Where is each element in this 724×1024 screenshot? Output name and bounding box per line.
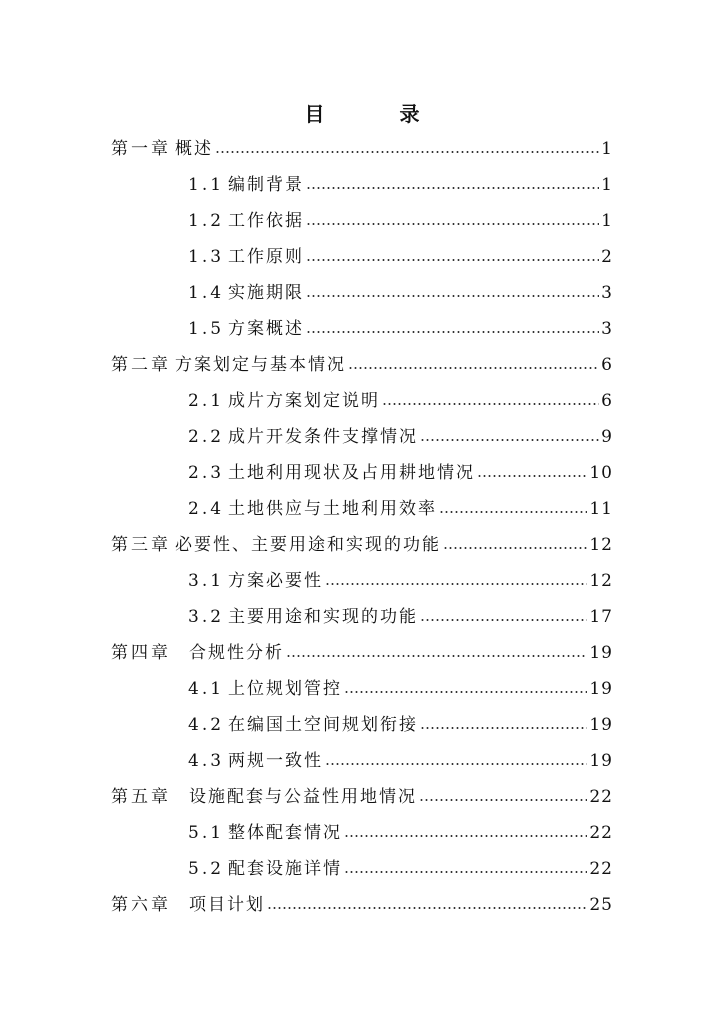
dot-leader	[443, 547, 587, 549]
toc-number: 4.2	[188, 715, 225, 735]
toc-page-number: 2	[601, 247, 613, 267]
toc-label: 编制背景	[228, 175, 304, 195]
toc-page-number: 25	[589, 895, 613, 915]
toc-label: 必要性、主要用途和实现的功能	[175, 535, 441, 555]
toc-page-number: 3	[601, 319, 613, 339]
toc-number: 1.2	[188, 211, 225, 231]
toc-section-2-1[interactable]	[0, 383, 613, 419]
toc-label: 两规一致性	[228, 751, 323, 771]
toc-chapter-4[interactable]	[0, 635, 613, 671]
toc-section-1-2[interactable]	[0, 203, 613, 239]
dot-leader	[344, 871, 587, 873]
toc-page-number: 19	[589, 643, 613, 663]
toc-number: 第三章	[111, 535, 171, 555]
toc-number: 1.5	[188, 319, 225, 339]
toc-label: 项目计划	[189, 895, 265, 915]
toc-number: 4.3	[188, 751, 225, 771]
toc-page-number: 6	[601, 391, 613, 411]
toc-number: 第四章	[111, 643, 171, 663]
dot-leader	[306, 187, 599, 189]
toc-number: 3.1	[188, 571, 225, 591]
toc-number: 2.4	[188, 499, 225, 519]
toc-label: 概述	[175, 139, 213, 159]
dot-leader	[419, 799, 587, 801]
dot-leader	[477, 475, 587, 477]
dot-leader	[439, 511, 587, 513]
toc-page-number: 22	[589, 787, 613, 807]
toc-label: 设施配套与公益性用地情况	[189, 787, 417, 807]
toc-number: 1.3	[188, 247, 225, 267]
toc-section-1-1[interactable]	[0, 167, 613, 203]
toc-page-number: 12	[589, 571, 613, 591]
toc-number: 4.1	[188, 679, 225, 699]
toc-page-number: 19	[589, 751, 613, 771]
toc-label: 方案必要性	[228, 571, 323, 591]
toc-page-number: 6	[601, 355, 613, 375]
toc-label: 方案概述	[228, 319, 304, 339]
toc-page-number: 1	[601, 139, 613, 159]
toc-number: 5.2	[188, 859, 225, 879]
dot-leader	[325, 763, 587, 765]
toc-page-number: 17	[589, 607, 613, 627]
dot-leader	[344, 835, 587, 837]
toc-chapter-6[interactable]	[0, 887, 613, 923]
dot-leader	[382, 403, 599, 405]
toc-label: 实施期限	[228, 283, 304, 303]
toc-page-number: 3	[601, 283, 613, 303]
toc-number: 第一章	[111, 139, 171, 159]
toc-label: 整体配套情况	[228, 823, 342, 843]
toc-number: 2.3	[188, 463, 225, 483]
toc-section-2-3[interactable]	[0, 455, 613, 491]
toc-page-number: 19	[589, 679, 613, 699]
dot-leader	[306, 223, 599, 225]
toc-page-number: 12	[589, 535, 613, 555]
toc-number: 1.4	[188, 283, 225, 303]
toc-label: 在编国土空间规划衔接	[228, 715, 418, 735]
toc-number: 第二章	[111, 355, 171, 375]
toc-section-2-4[interactable]	[0, 491, 613, 527]
toc-number: 1.1	[188, 175, 225, 195]
toc-section-3-2[interactable]	[0, 599, 613, 635]
toc-page-number: 22	[589, 859, 613, 879]
dot-leader	[306, 331, 599, 333]
toc-page-number: 19	[589, 715, 613, 735]
toc-title: 目 录	[304, 102, 454, 126]
toc-number: 2.2	[188, 427, 225, 447]
toc-page-number: 10	[589, 463, 613, 483]
toc-label: 土地供应与土地利用效率	[228, 499, 437, 519]
toc-section-4-3[interactable]	[0, 743, 613, 779]
toc-label: 配套设施详情	[228, 859, 342, 879]
toc-section-1-3[interactable]	[0, 239, 613, 275]
toc-section-4-2[interactable]	[0, 707, 613, 743]
dot-leader	[215, 151, 599, 153]
toc-label: 成片开发条件支撑情况	[228, 427, 418, 447]
toc-chapter-2[interactable]	[0, 347, 613, 383]
toc-label: 工作依据	[228, 211, 304, 231]
toc-chapter-5[interactable]	[0, 779, 613, 815]
toc-page-number: 1	[601, 175, 613, 195]
toc-label: 主要用途和实现的功能	[228, 607, 418, 627]
toc-page-number: 22	[589, 823, 613, 843]
toc-section-3-1[interactable]	[0, 563, 613, 599]
toc-section-4-1[interactable]	[0, 671, 613, 707]
dot-leader	[267, 907, 587, 909]
toc-number: 2.1	[188, 391, 225, 411]
toc-label: 成片方案划定说明	[228, 391, 380, 411]
dot-leader	[344, 691, 587, 693]
dot-leader	[420, 619, 587, 621]
toc-number: 3.2	[188, 607, 225, 627]
toc-label: 工作原则	[228, 247, 304, 267]
dot-leader	[420, 727, 587, 729]
toc-chapter-3[interactable]	[0, 527, 613, 563]
toc-section-5-1[interactable]	[0, 815, 613, 851]
dot-leader	[306, 295, 599, 297]
toc-label: 合规性分析	[189, 643, 284, 663]
toc-page-number: 1	[601, 211, 613, 231]
toc-label: 上位规划管控	[228, 679, 342, 699]
toc-number: 第六章	[111, 895, 171, 915]
toc-section-1-5[interactable]	[0, 311, 613, 347]
toc-label: 土地利用现状及占用耕地情况	[228, 463, 475, 483]
dot-leader	[286, 655, 587, 657]
toc-section-5-2[interactable]	[0, 851, 613, 887]
toc-number: 第五章	[111, 787, 171, 807]
toc-page-number: 9	[601, 427, 613, 447]
toc-page-number: 11	[589, 499, 613, 519]
toc-section-1-4[interactable]	[0, 275, 613, 311]
dot-leader	[325, 583, 587, 585]
toc-section-2-2[interactable]	[0, 419, 613, 455]
toc-chapter-1[interactable]	[0, 131, 613, 167]
dot-leader	[420, 439, 599, 441]
toc-number: 5.1	[188, 823, 225, 843]
toc-label: 方案划定与基本情况	[175, 355, 346, 375]
dot-leader	[306, 259, 599, 261]
dot-leader	[348, 367, 599, 369]
